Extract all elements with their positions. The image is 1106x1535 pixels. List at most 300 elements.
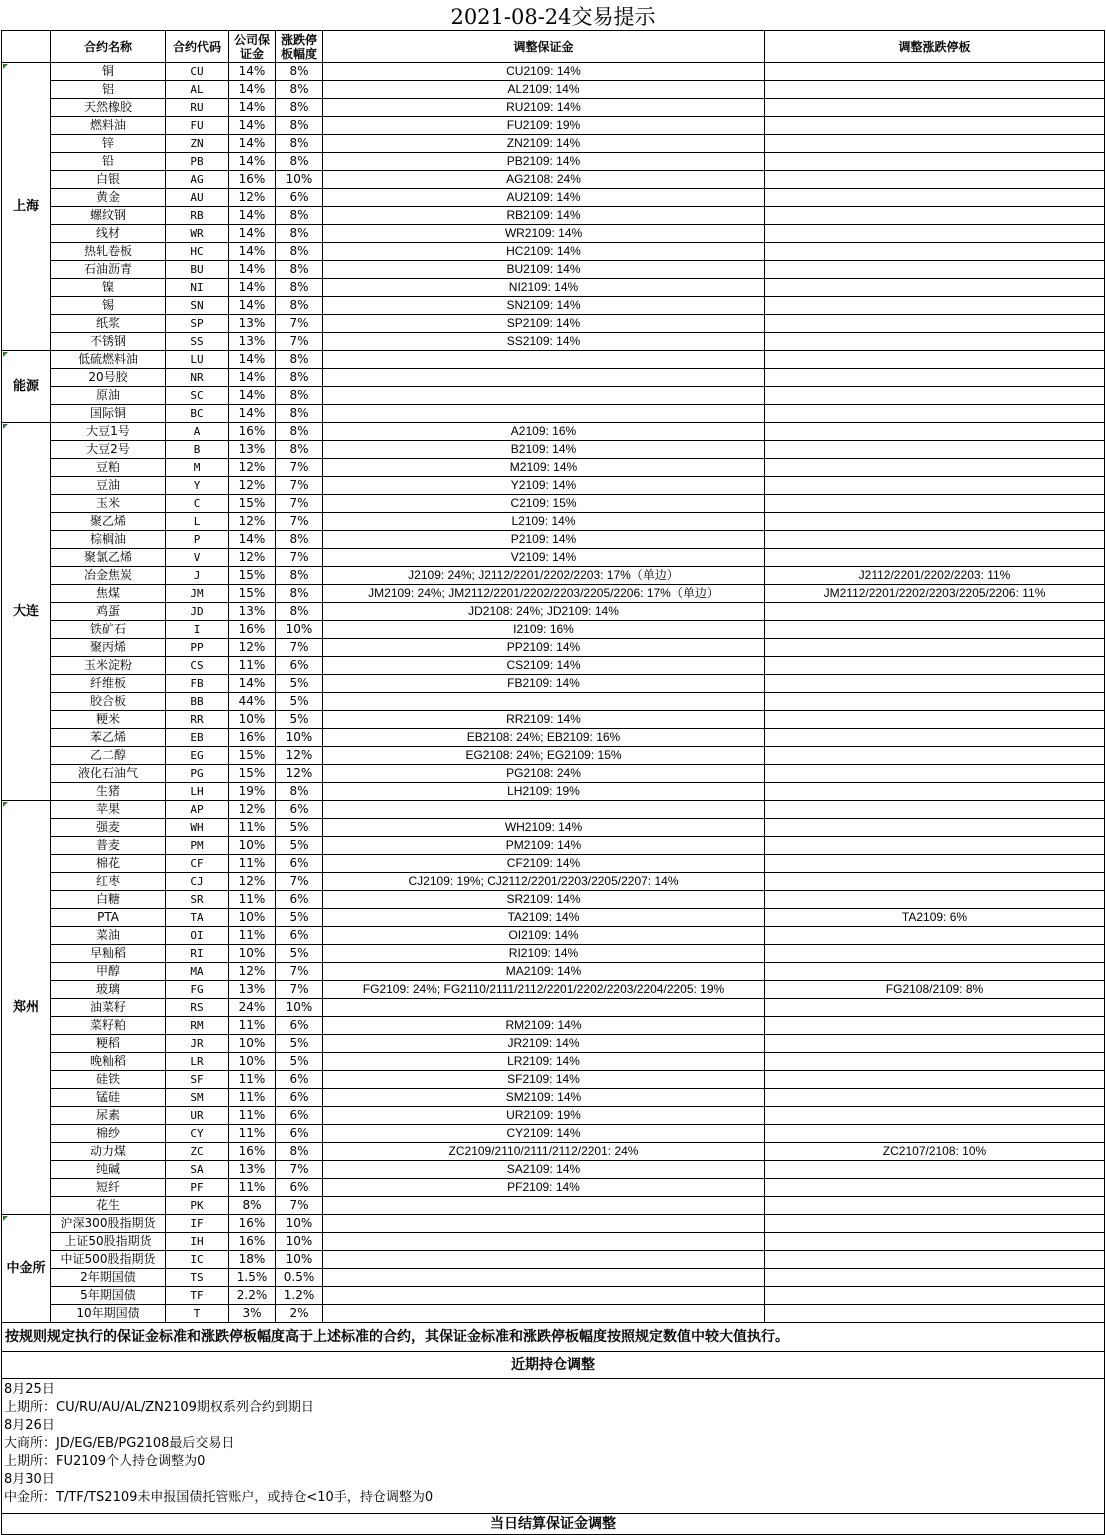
contract-code-cell: NI [166,279,229,297]
limit-range-cell: 5% [276,1053,323,1071]
cell-corner-mark [3,352,8,357]
table-row [2,207,1105,225]
company-margin-cell: 12% [229,549,276,567]
table-row [2,351,1105,369]
contract-code-cell: SA [166,1161,229,1179]
adjust-margin-cell [323,351,765,369]
cell-corner-mark [3,64,8,69]
limit-range-cell: 7% [276,963,323,981]
limit-range-cell: 8% [276,369,323,387]
limit-range-cell: 8% [276,1143,323,1161]
adjust-margin-cell [323,369,765,387]
company-margin-cell: 14% [229,261,276,279]
table-row [2,1089,1105,1107]
company-margin-cell: 12% [229,189,276,207]
contract-name-cell: 原油 [51,387,166,405]
adjust-limit-cell [765,99,1105,117]
contract-code-cell: UR [166,1107,229,1125]
adjust-limit-cell [765,801,1105,819]
adjust-margin-cell [323,387,765,405]
company-margin-cell: 12% [229,459,276,477]
contract-code-cell: IF [166,1215,229,1233]
contract-name-cell: 晚籼稻 [51,1053,166,1071]
contract-name-cell: 天然橡胶 [51,99,166,117]
contract-code-cell: EB [166,729,229,747]
limit-range-cell: 5% [276,693,323,711]
contract-name-cell: 中证500股指期货 [51,1251,166,1269]
table-row [2,1053,1105,1071]
contract-name-cell: 10年期国债 [51,1305,166,1323]
contract-name-cell: PTA [51,909,166,927]
limit-range-cell: 5% [276,909,323,927]
contract-code-cell: SM [166,1089,229,1107]
contract-code-cell: TS [166,1269,229,1287]
adjust-limit-cell [765,675,1105,693]
limit-range-cell: 7% [276,315,323,333]
limit-range-cell: 6% [276,1089,323,1107]
contract-code-cell: PK [166,1197,229,1215]
adjust-limit-cell [765,1269,1105,1287]
limit-range-cell: 12% [276,765,323,783]
adjust-limit-cell [765,207,1105,225]
adjust-limit-cell [765,261,1105,279]
adjust-limit-cell [765,657,1105,675]
table-row [2,729,1105,747]
adjust-limit-cell [765,783,1105,801]
contract-name-cell: 玻璃 [51,981,166,999]
table-row [2,189,1105,207]
adjust-margin-cell: AL2109: 14% [323,81,765,99]
contract-name-cell: 铝 [51,81,166,99]
contract-name-cell: 胶合板 [51,693,166,711]
table-row [2,657,1105,675]
company-margin-cell: 14% [229,675,276,693]
adjust-limit-cell [765,351,1105,369]
company-margin-cell: 1.5% [229,1269,276,1287]
adjust-limit-cell [765,1179,1105,1197]
table-row [2,639,1105,657]
adjust-limit-cell [765,1251,1105,1269]
contract-code-cell: PF [166,1179,229,1197]
contract-code-cell: JM [166,585,229,603]
company-margin-cell: 11% [229,927,276,945]
table-row [2,135,1105,153]
table-row [2,1251,1105,1269]
contract-name-cell: 花生 [51,1197,166,1215]
adjust-limit-cell [765,1305,1105,1323]
company-margin-cell: 14% [229,279,276,297]
contract-code-cell: B [166,441,229,459]
adjust-limit-cell [765,1053,1105,1071]
contract-code-cell: V [166,549,229,567]
limit-range-cell: 7% [276,981,323,999]
table-row [2,1233,1105,1251]
contract-code-cell: L [166,513,229,531]
adjust-limit-cell [765,279,1105,297]
adjust-margin-cell: RM2109: 14% [323,1017,765,1035]
adjust-limit-cell [765,459,1105,477]
contract-name-cell: 普麦 [51,837,166,855]
contract-code-cell: MA [166,963,229,981]
adjust-margin-cell: CF2109: 14% [323,855,765,873]
company-margin-cell: 15% [229,495,276,513]
company-margin-cell: 10% [229,1053,276,1071]
contract-code-cell: RS [166,999,229,1017]
adjust-margin-cell: FB2109: 14% [323,675,765,693]
contract-code-cell: AG [166,171,229,189]
table-row [2,891,1105,909]
company-margin-cell: 10% [229,1035,276,1053]
contract-code-cell: ZC [166,1143,229,1161]
contract-code-cell: I [166,621,229,639]
adjust-limit-cell [765,405,1105,423]
contract-code-cell: BB [166,693,229,711]
contract-name-cell: 冶金焦炭 [51,567,166,585]
table-row [2,423,1105,441]
company-margin-cell: 15% [229,567,276,585]
adjust-margin-cell: M2109: 14% [323,459,765,477]
contract-code-cell: NR [166,369,229,387]
company-margin-cell: 10% [229,711,276,729]
table-row [2,369,1105,387]
adjust-margin-cell: Y2109: 14% [323,477,765,495]
adjust-margin-cell: CS2109: 14% [323,657,765,675]
contract-code-cell: PP [166,639,229,657]
adjust-limit-cell [765,117,1105,135]
adjust-margin-cell [323,1269,765,1287]
company-margin-cell: 16% [229,423,276,441]
company-margin-cell: 14% [229,117,276,135]
contract-code-cell: AP [166,801,229,819]
limit-range-cell: 8% [276,405,323,423]
table-row [2,459,1105,477]
limit-range-cell: 8% [276,783,323,801]
adjust-limit-cell [765,495,1105,513]
contract-name-cell: 棕榈油 [51,531,166,549]
contract-name-cell: 尿素 [51,1107,166,1125]
table-row [2,855,1105,873]
adjust-limit-cell [765,747,1105,765]
contract-name-cell: 铁矿石 [51,621,166,639]
adjust-limit-cell [765,243,1105,261]
adjust-margin-cell: RI2109: 14% [323,945,765,963]
company-margin-cell: 11% [229,819,276,837]
contract-name-cell: 红枣 [51,873,166,891]
table-row [2,711,1105,729]
table-row [2,117,1105,135]
contract-code-cell: CU [166,63,229,81]
contract-code-cell: SC [166,387,229,405]
contract-name-cell: 粳稻 [51,1035,166,1053]
contract-name-cell: 棉花 [51,855,166,873]
company-margin-cell: 14% [229,243,276,261]
table-row [2,405,1105,423]
company-margin-cell: 14% [229,63,276,81]
limit-range-cell: 7% [276,477,323,495]
adjust-limit-cell [765,513,1105,531]
contract-code-cell: LH [166,783,229,801]
contract-name-cell: 纤维板 [51,675,166,693]
header-adjust-limit: 调整涨跌停板 [765,31,1105,63]
adjust-margin-cell: SP2109: 14% [323,315,765,333]
adjust-margin-cell: MA2109: 14% [323,963,765,981]
adjust-margin-cell: RB2109: 14% [323,207,765,225]
table-row [2,63,1105,81]
adjust-margin-cell: LR2109: 14% [323,1053,765,1071]
contract-code-cell: C [166,495,229,513]
company-margin-cell: 16% [229,621,276,639]
contract-name-cell: 早籼稻 [51,945,166,963]
table-row [2,297,1105,315]
contract-code-cell: WR [166,225,229,243]
adjust-limit-cell [765,333,1105,351]
table-row [2,495,1105,513]
adjust-margin-cell [323,1215,765,1233]
contract-name-cell: 白银 [51,171,166,189]
adjust-margin-cell [323,1305,765,1323]
adjust-limit-cell [765,639,1105,657]
company-margin-cell: 11% [229,1017,276,1035]
contract-name-cell: 铜 [51,63,166,81]
contract-code-cell: J [166,567,229,585]
limit-range-cell: 6% [276,891,323,909]
adjust-margin-cell: CJ2109: 19%; CJ2112/2201/2203/2205/2207: 14% [323,873,765,891]
company-margin-cell: 15% [229,765,276,783]
limit-range-cell: 8% [276,423,323,441]
contract-name-cell: 2年期国债 [51,1269,166,1287]
adjust-margin-cell: PF2109: 14% [323,1179,765,1197]
limit-range-cell: 8% [276,441,323,459]
company-margin-cell: 19% [229,783,276,801]
adjust-limit-cell [765,1287,1105,1305]
company-margin-cell: 13% [229,981,276,999]
table-row [2,765,1105,783]
limit-range-cell: 8% [276,153,323,171]
limit-range-cell: 7% [276,549,323,567]
contract-code-cell: FU [166,117,229,135]
adjust-margin-cell: RU2109: 14% [323,99,765,117]
adjust-margin-cell: JM2109: 24%; JM2112/2201/2202/2203/2205/2206: 17%（单边） [323,585,765,603]
contract-code-cell: T [166,1305,229,1323]
limit-range-cell: 10% [276,999,323,1017]
limit-range-cell: 7% [276,513,323,531]
company-margin-cell: 12% [229,873,276,891]
adjust-limit-cell [765,369,1105,387]
contract-name-cell: 豆粕 [51,459,166,477]
position-body-row [2,1379,1105,1514]
adjust-limit-cell: FG2108/2109: 8% [765,981,1105,999]
table-row [2,279,1105,297]
adjust-margin-cell: WR2109: 14% [323,225,765,243]
table-row [2,99,1105,117]
contract-name-cell: 硅铁 [51,1071,166,1089]
table-row [2,549,1105,567]
cell-corner-mark [3,1216,8,1221]
contract-code-cell: AU [166,189,229,207]
table-row [2,819,1105,837]
limit-range-cell: 8% [276,567,323,585]
limit-range-cell: 8% [276,387,323,405]
adjust-margin-cell: LH2109: 19% [323,783,765,801]
adjust-margin-cell: HC2109: 14% [323,243,765,261]
company-margin-cell: 24% [229,999,276,1017]
adjust-margin-cell: TA2109: 14% [323,909,765,927]
contract-code-cell: SP [166,315,229,333]
limit-range-cell: 7% [276,459,323,477]
adjust-limit-cell: TA2109: 6% [765,909,1105,927]
company-margin-cell: 14% [229,99,276,117]
adjust-margin-cell: FU2109: 19% [323,117,765,135]
contract-code-cell: TF [166,1287,229,1305]
limit-range-cell: 6% [276,1179,323,1197]
table-row [2,225,1105,243]
contract-code-cell: ZN [166,135,229,153]
adjust-limit-cell [765,477,1105,495]
adjust-margin-cell: WH2109: 14% [323,819,765,837]
contract-code-cell: SR [166,891,229,909]
table-row [2,315,1105,333]
limit-range-cell: 8% [276,63,323,81]
contract-name-cell: 短纤 [51,1179,166,1197]
limit-range-cell: 8% [276,279,323,297]
contract-code-cell: A [166,423,229,441]
contract-code-cell: RM [166,1017,229,1035]
adjust-margin-cell: CU2109: 14% [323,63,765,81]
contract-code-cell: TA [166,909,229,927]
limit-range-cell: 6% [276,1125,323,1143]
table-row [2,693,1105,711]
table-row [2,999,1105,1017]
adjust-margin-cell: C2109: 15% [323,495,765,513]
company-margin-cell: 13% [229,603,276,621]
limit-range-cell: 8% [276,261,323,279]
company-margin-cell: 14% [229,81,276,99]
contract-code-cell: LU [166,351,229,369]
adjust-margin-cell [323,1251,765,1269]
table-row [2,909,1105,927]
contract-name-cell: 纯碱 [51,1161,166,1179]
contract-name-cell: 粳米 [51,711,166,729]
limit-range-cell: 8% [276,117,323,135]
adjust-limit-cell [765,1017,1105,1035]
limit-range-cell: 10% [276,1215,323,1233]
adjust-limit-cell [765,153,1105,171]
exchange-name: 能源 [2,351,51,423]
table-row [2,1179,1105,1197]
contract-code-cell: FG [166,981,229,999]
adjust-margin-cell [323,693,765,711]
adjust-limit-cell [765,531,1105,549]
company-margin-cell: 16% [229,1143,276,1161]
table-row [2,1143,1105,1161]
exchange-name: 郑州 [2,801,51,1215]
table-row [2,333,1105,351]
adjust-limit-cell [765,855,1105,873]
adjust-margin-cell: SR2109: 14% [323,891,765,909]
table-row [2,1215,1105,1233]
adjust-limit-cell [765,315,1105,333]
adjust-margin-cell: PG2108: 24% [323,765,765,783]
limit-range-cell: 7% [276,1197,323,1215]
limit-range-cell: 6% [276,801,323,819]
company-margin-cell: 14% [229,531,276,549]
cell-corner-mark [3,802,8,807]
contract-name-cell: 苹果 [51,801,166,819]
contract-name-cell: 铅 [51,153,166,171]
header-blank [2,31,51,63]
company-margin-cell: 15% [229,585,276,603]
contract-code-cell: PB [166,153,229,171]
adjust-limit-cell [765,171,1105,189]
position-line: 8月25日 [4,1382,55,1397]
adjust-limit-cell [765,63,1105,81]
contract-code-cell: CY [166,1125,229,1143]
contract-code-cell: JD [166,603,229,621]
adjust-margin-cell: SA2109: 14% [323,1161,765,1179]
adjust-margin-cell: P2109: 14% [323,531,765,549]
contract-name-cell: 焦煤 [51,585,166,603]
adjust-margin-cell: BU2109: 14% [323,261,765,279]
contract-code-cell: PG [166,765,229,783]
limit-range-cell: 8% [276,81,323,99]
adjust-limit-cell [765,135,1105,153]
adjust-margin-cell: PP2109: 14% [323,639,765,657]
limit-range-cell: 5% [276,819,323,837]
limit-range-cell: 8% [276,243,323,261]
contract-code-cell: IH [166,1233,229,1251]
contract-code-cell: OI [166,927,229,945]
adjust-limit-cell [765,765,1105,783]
contract-code-cell: FB [166,675,229,693]
contract-name-cell: 沪深300股指期货 [51,1215,166,1233]
limit-range-cell: 7% [276,333,323,351]
company-margin-cell: 44% [229,693,276,711]
adjust-limit-cell [765,711,1105,729]
limit-range-cell: 10% [276,729,323,747]
adjust-limit-cell [765,621,1105,639]
table-row [2,1305,1105,1323]
contract-name-cell: 锡 [51,297,166,315]
adjust-margin-cell [323,405,765,423]
adjust-limit-cell [765,297,1105,315]
contract-name-cell: 聚乙烯 [51,513,166,531]
table-row [2,1107,1105,1125]
table-row [2,387,1105,405]
adjust-limit-cell [765,999,1105,1017]
adjust-margin-cell [323,999,765,1017]
company-margin-cell: 11% [229,1179,276,1197]
adjust-margin-cell: PB2109: 14% [323,153,765,171]
adjust-margin-cell: SN2109: 14% [323,297,765,315]
company-margin-cell: 10% [229,945,276,963]
contract-name-cell: 液化石油气 [51,765,166,783]
contract-code-cell: M [166,459,229,477]
limit-range-cell: 10% [276,1251,323,1269]
adjust-margin-cell: I2109: 16% [323,621,765,639]
position-section-title: 近期持仓调整 [2,1352,1105,1379]
limit-range-cell: 8% [276,585,323,603]
table-row [2,567,1105,585]
adjust-margin-cell: PM2109: 14% [323,837,765,855]
limit-range-cell: 10% [276,621,323,639]
contract-code-cell: PM [166,837,229,855]
table-row [2,1035,1105,1053]
contract-name-cell: 强麦 [51,819,166,837]
limit-range-cell: 5% [276,945,323,963]
adjust-margin-cell [323,1197,765,1215]
limit-range-cell: 6% [276,927,323,945]
adjust-limit-cell [765,1107,1105,1125]
